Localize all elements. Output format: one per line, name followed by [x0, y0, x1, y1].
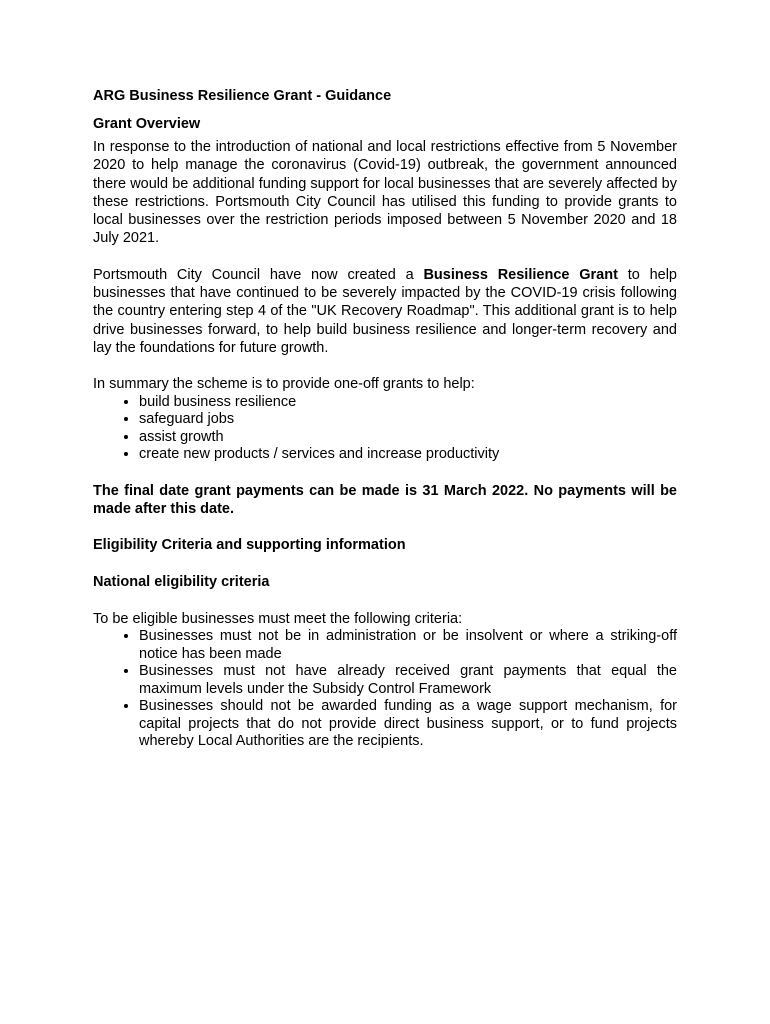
list-item: • Businesses must not have already received grant payments that equal the maximum levels under the Subsidy Control Framework	[139, 663, 677, 698]
list-item: • Businesses should not be awarded funding as a wage support mechanism, for capital projects that do not provide direct business support, or to fund projects whereby Local Authorities are the recipients.	[139, 698, 677, 751]
eligibility-heading: Eligibility Criteria and supporting information	[93, 537, 406, 554]
overview-paragraph: In response to the introduction of national and local restrictions effective from 5 November 2020 to help manage the coronavirus (Covid-19) outbreak, the government announced there would be additional funding support for local businesses that are severely affected by these restrictions. Portsmouth City Council has utilised this funding to provide grants to local businesses over the restriction periods imposed between 5 November 2020 and 18 July 2021.	[93, 139, 677, 247]
list-item: • build business resilience	[139, 394, 677, 412]
list-item: • create new products / services and increase productivity	[139, 446, 677, 464]
list-item: • assist growth	[139, 429, 677, 447]
criteria-list	[93, 628, 677, 751]
grant-paragraph-after: to help businesses that have continued to be severely impacted by the COVID-19 crisis following the country entering step 4 of the "UK Recovery Roadmap". This additional grant is to help drive businesses forward, to help build business resilience and longer-term recovery and lay the foundations for future growth.	[93, 266, 677, 356]
final-date-notice: The final date grant payments can be made is 31 March 2022. No payments will be made after this date.	[93, 482, 677, 517]
list-item: • safeguard jobs	[139, 411, 677, 429]
grant-paragraph-before: Portsmouth City Council have now created a	[93, 266, 424, 283]
document-title: ARG Business Resilience Grant - Guidance	[93, 88, 392, 104]
grant-overview-heading: Grant Overview	[93, 116, 201, 132]
list-item: • Businesses must not be in administration or be insolvent or where a striking-off notice has been made	[139, 628, 677, 663]
criteria-intro: To be eligible businesses must meet the following criteria:	[93, 611, 463, 628]
grant-paragraph	[93, 266, 677, 357]
summary-list	[93, 394, 677, 464]
summary-intro: In summary the scheme is to provide one-off grants to help:	[93, 376, 475, 393]
grant-name-bold: Business Resilience Grant	[423, 266, 618, 283]
national-eligibility-heading: National eligibility criteria	[93, 574, 270, 591]
